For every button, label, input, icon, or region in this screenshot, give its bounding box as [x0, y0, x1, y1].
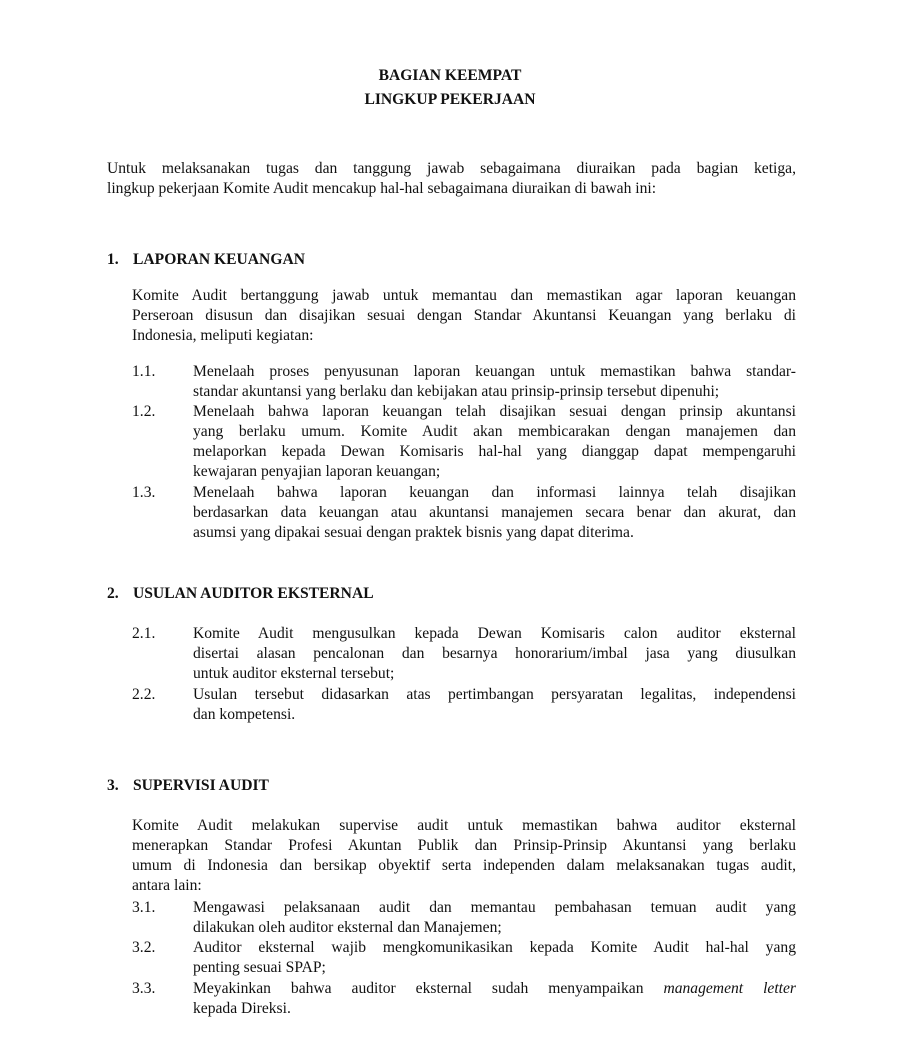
item-number: 3.3.	[132, 980, 156, 997]
item-line: dilakukan oleh auditor eksternal dan Manajemen;	[193, 919, 502, 936]
body-line: Perseroan disusun dan disajikan sesuai dengan Standar Akuntansi Keuangan yang berlaku di	[132, 307, 796, 324]
item-number: 1.2.	[132, 403, 156, 420]
item-line: asumsi yang dipakai sesuai dengan praktek bisnis yang dapat diterima.	[193, 524, 634, 541]
item-line: berdasarkan data keuangan atau akuntansi manajemen secara benar dan akurat, dan	[193, 504, 796, 521]
intro-paragraph	[107, 159, 796, 199]
section-3-body	[132, 816, 796, 896]
item-text	[193, 362, 796, 402]
item-line: standar akuntansi yang berlaku dan kebijakan atau prinsip-prinsip tersebut dipenuhi;	[193, 383, 720, 400]
section-1-body	[132, 286, 796, 346]
item-line: disertai alasan pencalonan dan besarnya honorarium/imbal jasa yang diusulkan	[193, 645, 796, 662]
item-line-prefix: Meyakinkan bahwa auditor eksternal sudah menyampaikan	[193, 980, 664, 997]
item-text	[193, 483, 796, 543]
item-text	[193, 898, 796, 938]
section-heading-2	[107, 584, 374, 604]
item-line: yang berlaku umum. Komite Audit akan membicarakan dengan manajemen dan	[193, 423, 796, 440]
item-number: 3.2.	[132, 939, 156, 956]
item-line: Auditor eksternal wajib mengkomunikasikan kepada Komite Audit hal-hal yang	[193, 939, 796, 956]
item-line: dan kompetensi.	[193, 706, 296, 723]
section-heading-1	[107, 250, 305, 270]
item-text	[193, 402, 796, 482]
body-line: menerapkan Standar Profesi Akuntan Publik dan Prinsip-Prinsip Akuntansi yang berlaku	[132, 837, 796, 854]
page-title: LINGKUP PEKERJAAN	[364, 91, 536, 108]
body-line: antara lain:	[132, 877, 202, 894]
section-heading-3	[107, 776, 269, 796]
item-line: Mengawasi pelaksanaan audit dan memantau pembahasan temuan audit yang	[193, 899, 796, 916]
item-number: 2.1.	[132, 625, 156, 642]
item-number: 1.3.	[132, 484, 156, 501]
body-line: umum di Indonesia dan bersikap obyektif serta independen dalam melaksanakan tugas audit,	[132, 857, 796, 874]
section-title: SUPERVISI AUDIT	[133, 777, 269, 794]
italic-term: management letter	[663, 980, 796, 997]
section-title: LAPORAN KEUANGAN	[133, 251, 305, 268]
item-line: Usulan tersebut didasarkan atas pertimbangan persyaratan legalitas, independensi	[193, 686, 796, 703]
item-line: kepada Direksi.	[193, 1000, 291, 1017]
item-line: Menelaah bahwa laporan keuangan dan informasi lainnya telah disajikan	[193, 484, 796, 501]
intro-line: lingkup pekerjaan Komite Audit mencakup hal-hal sebagaimana diuraikan di bawah ini:	[107, 180, 657, 197]
item-text	[193, 624, 796, 684]
item-line: Komite Audit mengusulkan kepada Dewan Komisaris calon auditor eksternal	[193, 625, 796, 642]
item-text	[193, 685, 796, 725]
body-line: Komite Audit melakukan supervise audit untuk memastikan bahwa auditor eksternal	[132, 817, 796, 834]
part-title: BAGIAN KEEMPAT	[378, 67, 522, 84]
item-line: melaporkan kepada Dewan Komisaris hal-hal yang dianggap dapat mempengaruhi	[193, 443, 796, 460]
item-number: 1.1.	[132, 363, 156, 380]
item-text	[193, 938, 796, 978]
section-number: 3.	[107, 777, 119, 794]
section-number: 1.	[107, 251, 119, 268]
item-line: Menelaah bahwa laporan keuangan telah disajikan sesuai dengan prinsip akuntansi	[193, 403, 796, 420]
item-line: Menelaah proses penyusunan laporan keuangan untuk memastikan bahwa standar-	[193, 363, 796, 380]
intro-line: Untuk melaksanakan tugas dan tanggung jawab sebagaimana diuraikan pada bagian ketiga,	[107, 160, 796, 177]
item-line: untuk auditor eksternal tersebut;	[193, 665, 395, 682]
item-line	[193, 979, 796, 999]
body-line: Indonesia, meliputi kegiatan:	[132, 327, 314, 344]
item-text	[193, 979, 796, 1019]
section-number: 2.	[107, 585, 119, 602]
item-number: 3.1.	[132, 899, 156, 916]
item-number: 2.2.	[132, 686, 156, 703]
body-line: Komite Audit bertanggung jawab untuk memantau dan memastikan agar laporan keuangan	[132, 287, 796, 304]
item-line: kewajaran penyajian laporan keuangan;	[193, 463, 441, 480]
section-title: USULAN AUDITOR EKSTERNAL	[133, 585, 374, 602]
item-line: penting sesuai SPAP;	[193, 959, 326, 976]
